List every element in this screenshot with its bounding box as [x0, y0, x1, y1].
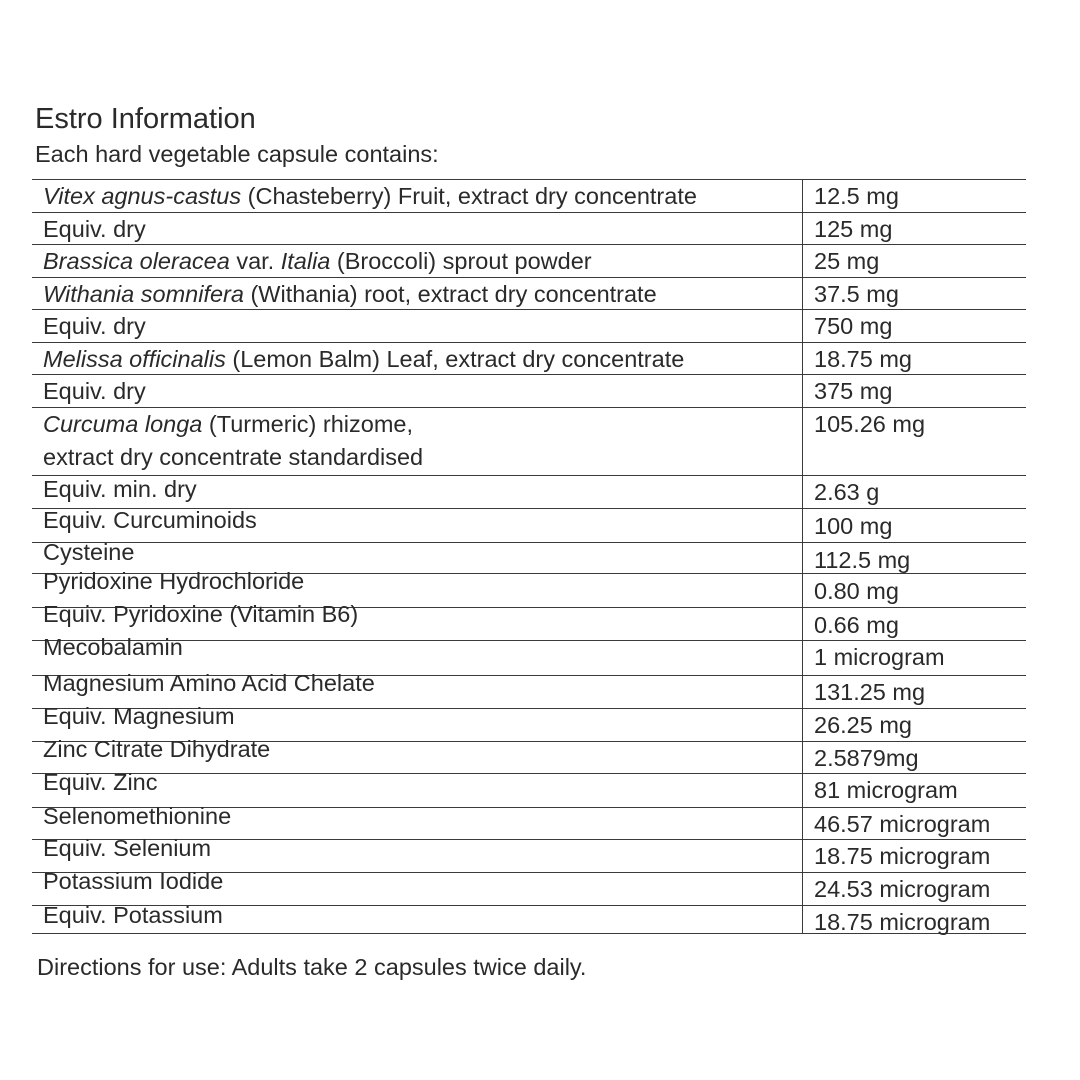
- table-rows: [32, 179, 1026, 934]
- title: Estro Information: [35, 103, 256, 135]
- ingredient-amount: 1 microgram: [814, 644, 945, 670]
- table-row: [32, 374, 1026, 407]
- ingredient-name: Withania somnifera (Withania) root, extract dry concentrate: [43, 281, 657, 307]
- ingredient-name: Selenomethionine: [43, 803, 232, 829]
- ingredient-name: Equiv. dry: [43, 313, 146, 339]
- ingredient-amount: 100 mg: [814, 513, 893, 539]
- ingredient-name: Equiv. dry: [43, 378, 146, 404]
- ingredient-name: Equiv. Pyridoxine (Vitamin B6): [43, 601, 359, 627]
- table-row: [32, 342, 1026, 374]
- ingredient-name: Potassium Iodide: [43, 868, 224, 894]
- directions-text: Directions for use: Adults take 2 capsules twice daily.: [37, 954, 587, 980]
- table-row: [32, 309, 1026, 342]
- ingredient-amount: 24.53 microgram: [814, 876, 991, 902]
- ingredient-name: Equiv. dry: [43, 216, 146, 242]
- ingredient-name: Vitex agnus-castus (Chasteberry) Fruit, extract dry concentrate: [43, 183, 697, 209]
- ingredient-name: Equiv. min. dry: [43, 476, 197, 502]
- table-row: [32, 277, 1026, 309]
- ingredient-amount: 37.5 mg: [814, 281, 899, 307]
- ingredient-amount: 0.80 mg: [814, 578, 899, 604]
- ingredient-name: Magnesium Amino Acid Chelate: [43, 670, 375, 696]
- ingredient-name: Mecobalamin: [43, 634, 183, 660]
- ingredient-amount: 105.26 mg: [814, 411, 926, 437]
- ingredient-amount: 125 mg: [814, 216, 893, 242]
- ingredient-name: Equiv. Zinc: [43, 769, 158, 795]
- ingredient-name: Brassica oleracea var. Italia (Broccoli) sprout powder: [43, 248, 592, 274]
- ingredient-name: Equiv. Selenium: [43, 835, 212, 861]
- ingredient-amount: 0.66 mg: [814, 612, 899, 638]
- column-divider: [802, 179, 803, 934]
- ingredient-amount: 25 mg: [814, 248, 880, 274]
- ingredient-amount: 112.5 mg: [814, 547, 911, 573]
- ingredient-name: Curcuma longa (Turmeric) rhizome, extract dry concentrate standardised: [43, 411, 424, 470]
- ingredient-amount: 750 mg: [814, 313, 893, 339]
- table-row: [32, 212, 1026, 244]
- table-row: [32, 244, 1026, 277]
- ingredient-amount: 375 mg: [814, 378, 893, 404]
- ingredient-name: Melissa officinalis (Lemon Balm) Leaf, extract dry concentrate: [43, 346, 685, 372]
- table-row: [32, 902, 1026, 935]
- subtitle: Each hard vegetable capsule contains:: [35, 141, 439, 167]
- ingredient-amount: 131.25 mg: [814, 679, 926, 705]
- ingredient-amount: 2.63 g: [814, 479, 880, 505]
- ingredient-amount: 2.5879mg: [814, 745, 919, 771]
- ingredient-amount: 18.75 microgram: [814, 909, 991, 935]
- ingredient-amount: 18.75 microgram: [814, 843, 991, 869]
- ingredient-name: Equiv. Curcuminoids: [43, 507, 257, 533]
- ingredient-name: Pyridoxine Hydrochloride: [43, 568, 305, 594]
- table-row: [32, 407, 1026, 475]
- ingredient-name: Equiv. Potassium: [43, 902, 223, 928]
- ingredient-name: Cysteine: [43, 539, 135, 565]
- ingredient-amount: 81 microgram: [814, 777, 958, 803]
- table-row: [32, 179, 1026, 212]
- ingredients-table: [32, 179, 1026, 934]
- ingredient-amount: 26.25 mg: [814, 712, 912, 738]
- ingredient-name: Equiv. Magnesium: [43, 703, 235, 729]
- ingredient-amount: 46.57 microgram: [814, 811, 991, 837]
- ingredient-amount: 18.75 mg: [814, 346, 912, 372]
- ingredient-amount: 12.5 mg: [814, 183, 899, 209]
- ingredient-name: Zinc Citrate Dihydrate: [43, 736, 271, 762]
